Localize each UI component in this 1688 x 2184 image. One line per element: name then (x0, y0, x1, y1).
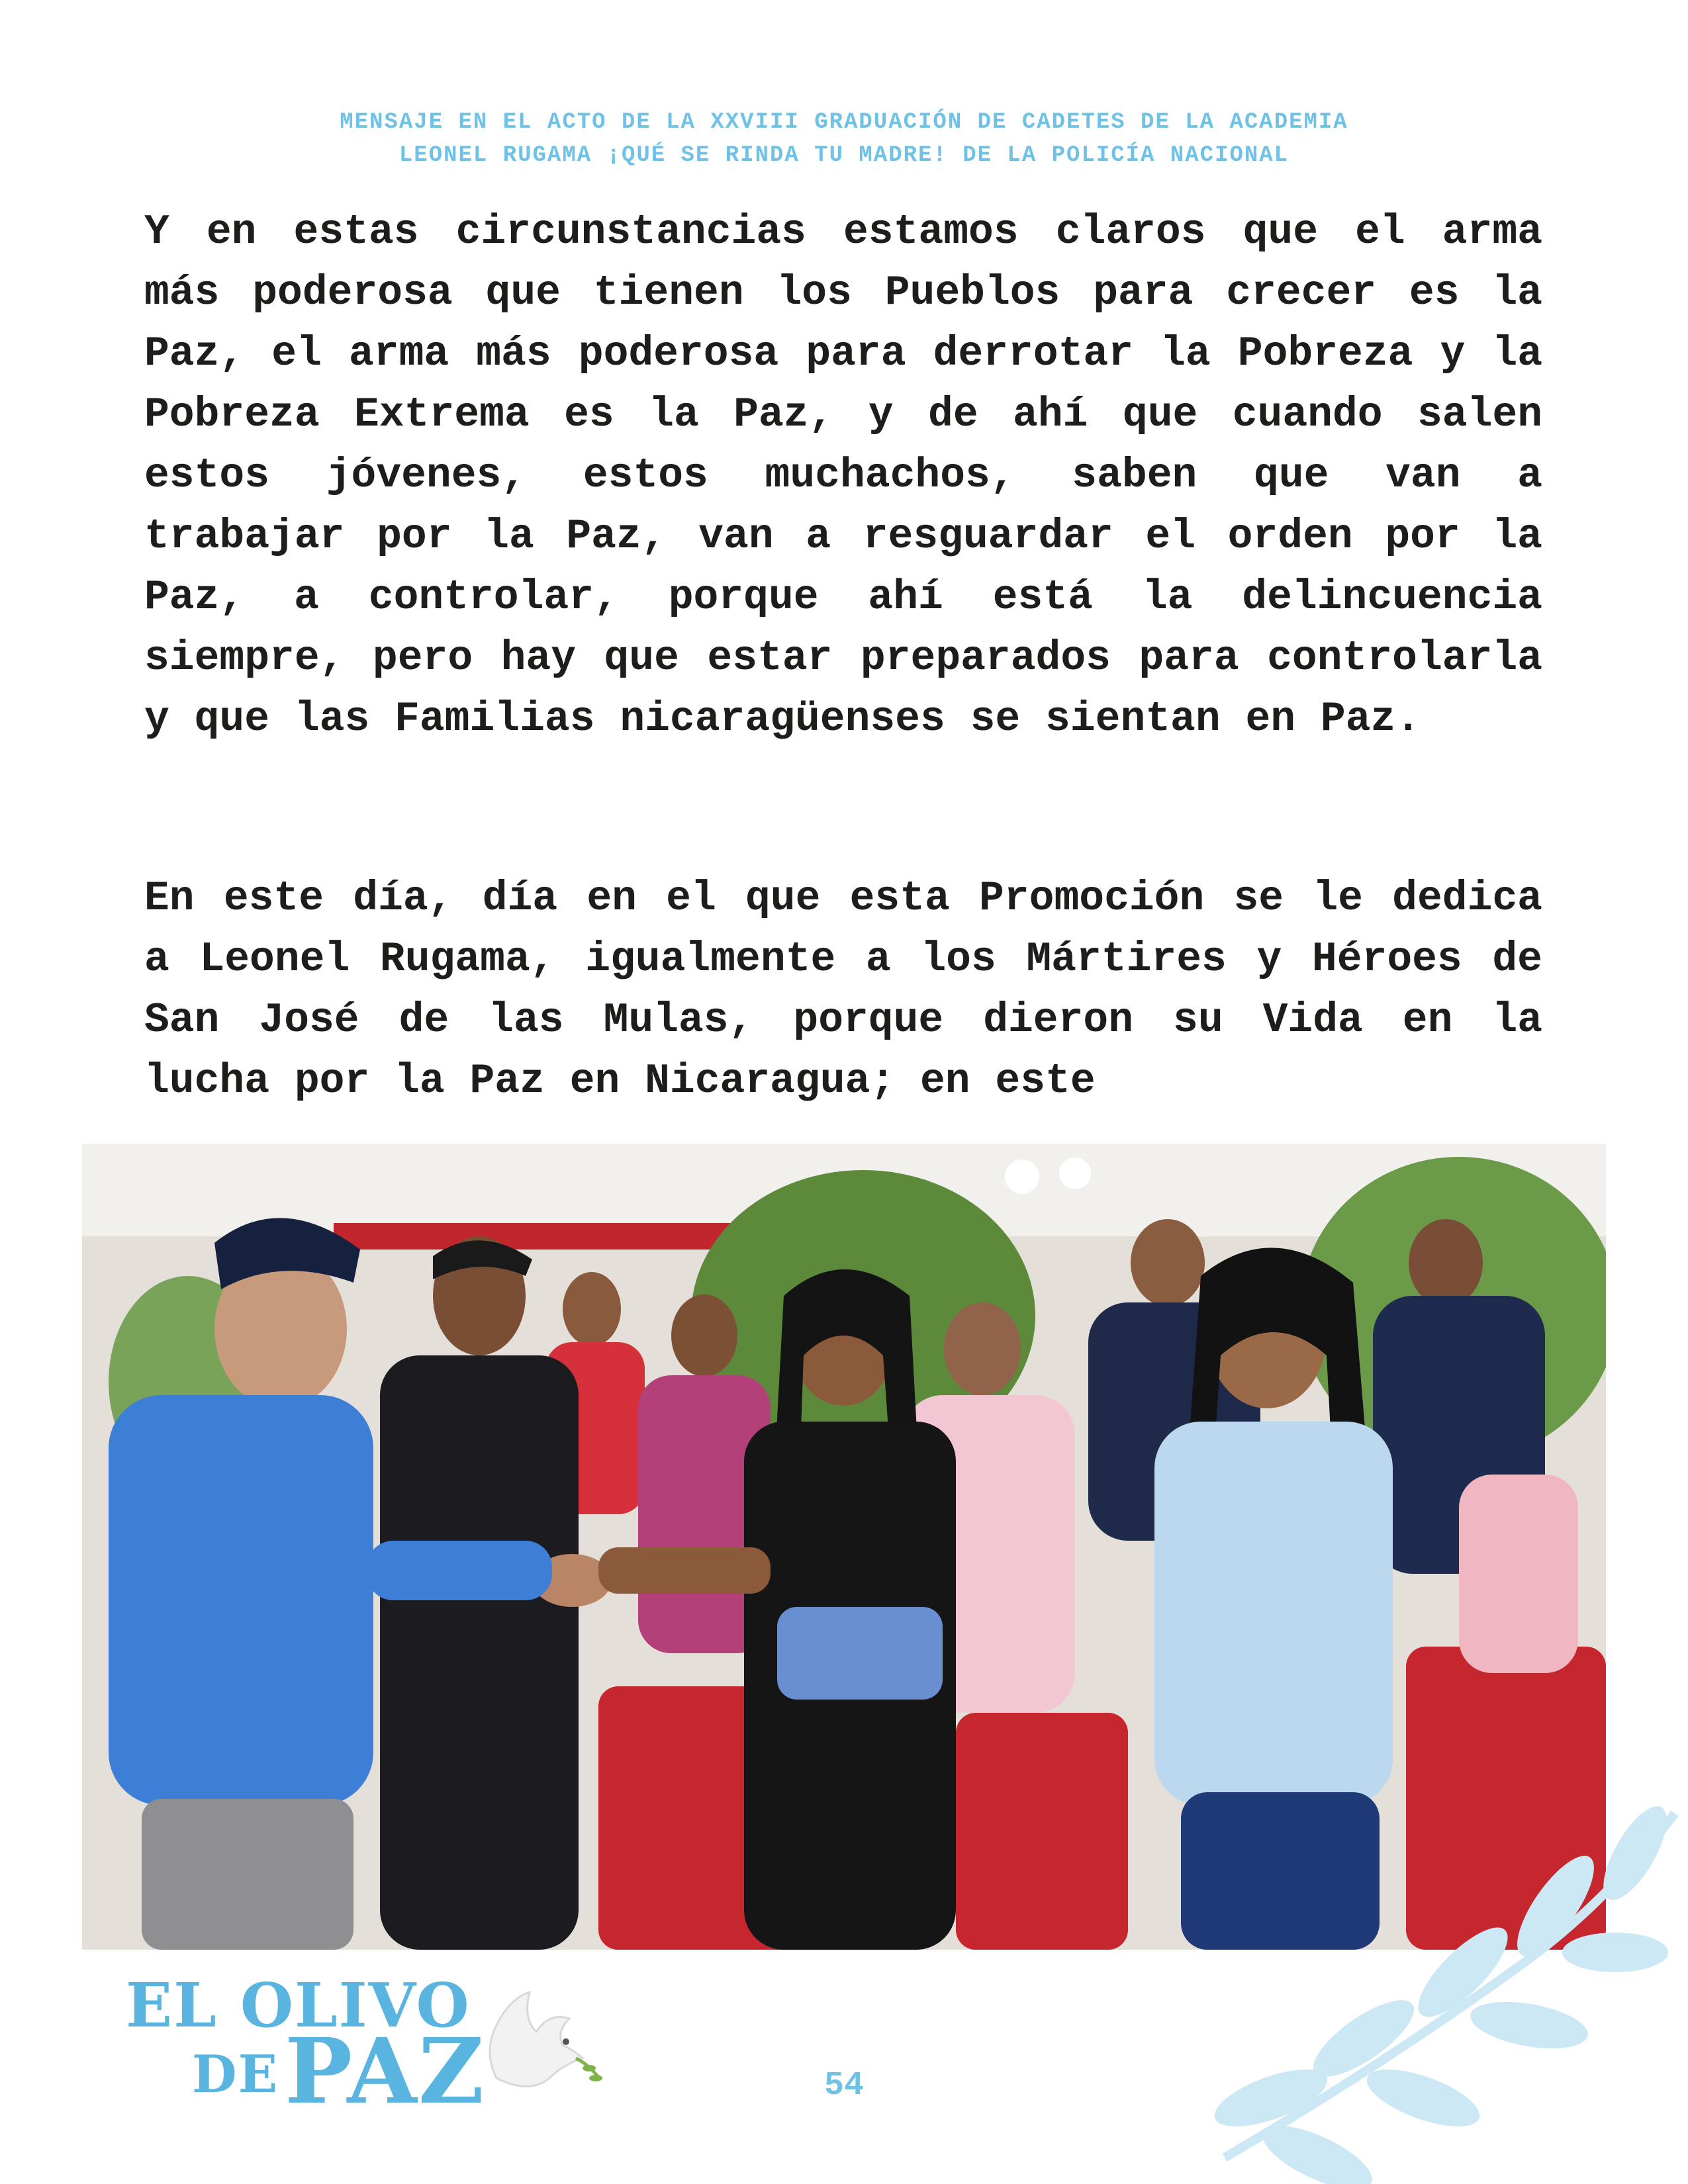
logo-de: DE (192, 2044, 279, 2105)
dove-icon (470, 1979, 602, 2098)
page-header (199, 106, 1489, 172)
el-olivo-de-paz-logo (119, 1970, 609, 2124)
page-number: 54 (823, 2067, 864, 2105)
body-paragraph-2: En este día, día en el que esta Promoción se le dedica a Leonel Rugama, igualmente a los Mártires y Héroes de San José de las Mulas, porque dieron su Vida en la lucha por la Paz en Nicaragua; en este (144, 875, 1542, 1105)
logo-line-el-olivo: EL OLIVO (126, 1970, 471, 2041)
body-paragraph-1: Y en estas circunstancias estamos claros que el arma más poderosa que tienen los Pueblos para crecer es la Paz, el arma más poderosa para derrotar la Pobreza y la Pobreza Extrema es la Paz, y de ahí que cuando salen estos jóvenes, estos muchachos, saben que van a trabajar por la Paz, van a resguardar el orden por la Paz, a controlar, porque ahí está la delincuencia siempre, pero hay que estar preparados para controlarla y que las Familias nicaragüenses se sientan en Paz. (144, 208, 1542, 743)
logo-paz: PAZ (285, 2019, 486, 2124)
olive-branch-icon (1185, 1787, 1688, 2184)
header-line-2: LEONEL RUGAMA ¡QUÉ SE RINDA TU MADRE! DE LA POLICÍA NACIONAL (399, 143, 1289, 168)
header-line-1: MENSAJE EN EL ACTO DE LA XXVIII GRADUACIÓN DE CADETES DE LA ACADEMIA (340, 110, 1348, 135)
